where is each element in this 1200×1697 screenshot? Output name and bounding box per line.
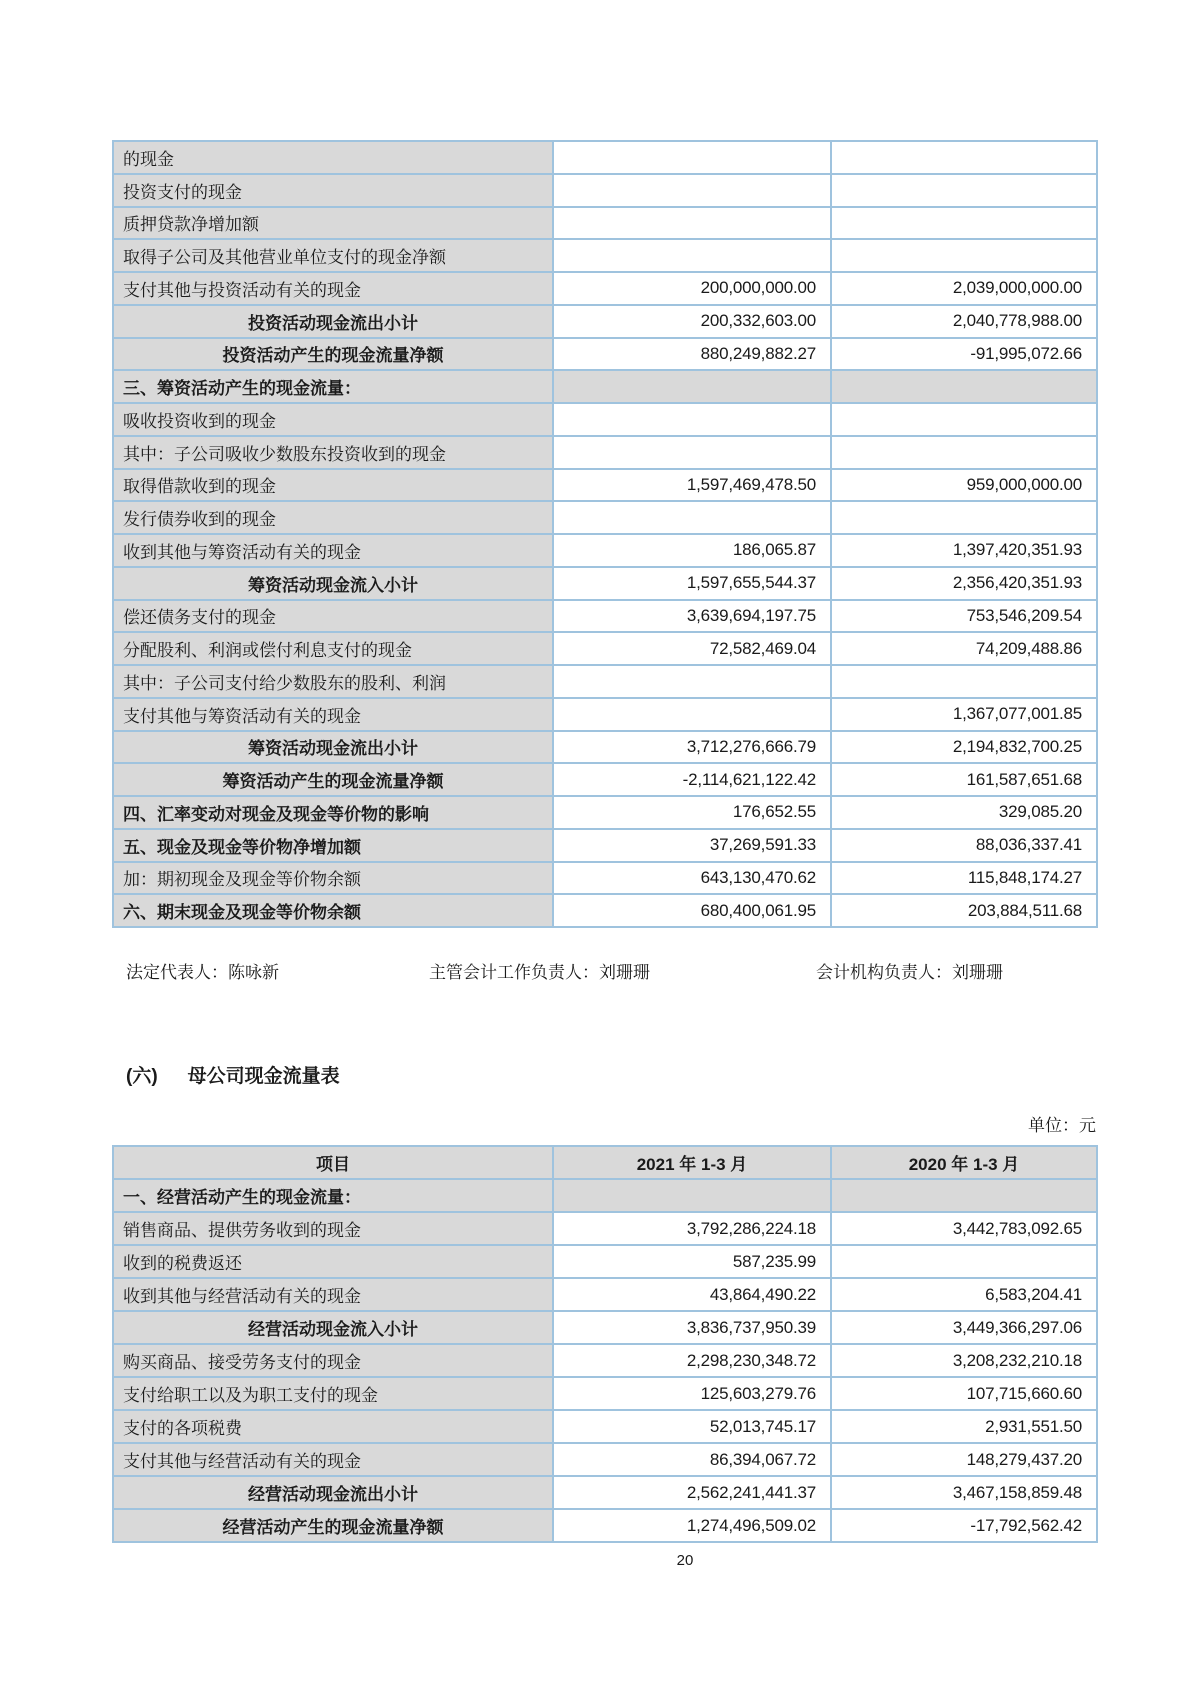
row-label: 投资支付的现金 (113, 174, 553, 207)
accounting-head-label: 会计机构负责人：刘珊珊 (816, 963, 1003, 982)
value-2020: 74,209,488.86 (831, 632, 1097, 665)
row-label: 收到其他与筹资活动有关的现金 (113, 534, 553, 567)
row-label: 经营活动现金流入小计 (113, 1311, 553, 1344)
table-row (113, 370, 1097, 403)
value-2020: 203,884,511.68 (831, 894, 1097, 927)
value-2020 (831, 1179, 1097, 1212)
table-row (113, 600, 1097, 633)
value-2021 (553, 141, 831, 174)
row-label: 支付给职工以及为职工支付的现金 (113, 1377, 553, 1410)
value-2020: 3,467,158,859.48 (831, 1476, 1097, 1509)
value-2021: 3,712,276,666.79 (553, 731, 831, 764)
section-title-text: 母公司现金流量表 (187, 1066, 340, 1087)
unit-label: 单位：元 (1028, 1116, 1096, 1135)
value-2021 (553, 403, 831, 436)
value-2020: 2,040,778,988.00 (831, 305, 1097, 338)
value-2020 (831, 403, 1097, 436)
value-2021: 186,065.87 (553, 534, 831, 567)
value-2021 (553, 501, 831, 534)
row-label: 取得子公司及其他营业单位支付的现金净额 (113, 239, 553, 272)
row-label: 筹资活动现金流入小计 (113, 567, 553, 600)
value-2020 (831, 436, 1097, 469)
table-row (113, 174, 1097, 207)
value-2021: 1,597,655,544.37 (553, 567, 831, 600)
table-row (113, 1410, 1097, 1443)
value-2021 (553, 174, 831, 207)
section-number: (六) (126, 1066, 158, 1087)
signature-row (0, 958, 1200, 986)
table-row (113, 141, 1097, 174)
row-label: 取得借款收到的现金 (113, 469, 553, 502)
value-2020: 3,442,783,092.65 (831, 1212, 1097, 1245)
table-row (113, 469, 1097, 502)
value-2021: 1,274,496,509.02 (553, 1509, 831, 1542)
table-row (113, 1509, 1097, 1542)
column-header: 项目 (113, 1146, 553, 1179)
value-2021: 1,597,469,478.50 (553, 469, 831, 502)
value-2021: 86,394,067.72 (553, 1443, 831, 1476)
row-label: 其中：子公司吸收少数股东投资收到的现金 (113, 436, 553, 469)
table-row (113, 1443, 1097, 1476)
table-row (113, 1476, 1097, 1509)
column-header: 2021 年 1-3 月 (553, 1146, 831, 1179)
table-row (113, 862, 1097, 895)
row-label: 的现金 (113, 141, 553, 174)
row-label: 加：期初现金及现金等价物余额 (113, 862, 553, 895)
row-label: 收到其他与经营活动有关的现金 (113, 1278, 553, 1311)
value-2021: 3,639,694,197.75 (553, 600, 831, 633)
table-row (113, 403, 1097, 436)
row-label: 四、汇率变动对现金及现金等价物的影响 (113, 796, 553, 829)
row-label: 其中：子公司支付给少数股东的股利、利润 (113, 665, 553, 698)
value-2021 (553, 1179, 831, 1212)
value-2021 (553, 665, 831, 698)
row-label: 支付其他与筹资活动有关的现金 (113, 698, 553, 731)
table-row (113, 731, 1097, 764)
value-2021: 680,400,061.95 (553, 894, 831, 927)
value-2021: 643,130,470.62 (553, 862, 831, 895)
value-2020 (831, 239, 1097, 272)
row-label: 购买商品、接受劳务支付的现金 (113, 1344, 553, 1377)
table-row (113, 436, 1097, 469)
value-2020: 753,546,209.54 (831, 600, 1097, 633)
value-2021: 125,603,279.76 (553, 1377, 831, 1410)
value-2020: 2,356,420,351.93 (831, 567, 1097, 600)
value-2020 (831, 141, 1097, 174)
value-2020: 2,039,000,000.00 (831, 272, 1097, 305)
value-2021: 43,864,490.22 (553, 1278, 831, 1311)
parent-company-cash-flow-table (112, 1145, 1098, 1543)
row-label: 投资活动现金流出小计 (113, 305, 553, 338)
value-2021: 200,332,603.00 (553, 305, 831, 338)
value-2020: 148,279,437.20 (831, 1443, 1097, 1476)
table-row (113, 894, 1097, 927)
page-number: 20 (676, 1552, 694, 1569)
value-2020 (831, 501, 1097, 534)
row-label: 发行债券收到的现金 (113, 501, 553, 534)
row-label: 投资活动产生的现金流量净额 (113, 338, 553, 371)
table-row (113, 1278, 1097, 1311)
value-2020: 959,000,000.00 (831, 469, 1097, 502)
value-2020 (831, 174, 1097, 207)
table-row (113, 1344, 1097, 1377)
table-row (113, 763, 1097, 796)
value-2020 (831, 1245, 1097, 1278)
value-2021 (553, 370, 831, 403)
value-2021: 2,562,241,441.37 (553, 1476, 831, 1509)
table-row (113, 338, 1097, 371)
value-2021: 3,836,737,950.39 (553, 1311, 831, 1344)
value-2020: 88,036,337.41 (831, 829, 1097, 862)
table-row (113, 567, 1097, 600)
row-label: 一、经营活动产生的现金流量： (113, 1179, 553, 1212)
table-row (113, 1212, 1097, 1245)
value-2020: 161,587,651.68 (831, 763, 1097, 796)
value-2021: 52,013,745.17 (553, 1410, 831, 1443)
value-2021 (553, 698, 831, 731)
row-label: 偿还债务支付的现金 (113, 600, 553, 633)
row-label: 六、期末现金及现金等价物余额 (113, 894, 553, 927)
row-label: 经营活动现金流出小计 (113, 1476, 553, 1509)
value-2021: 3,792,286,224.18 (553, 1212, 831, 1245)
column-header: 2020 年 1-3 月 (831, 1146, 1097, 1179)
table-row (113, 796, 1097, 829)
value-2021: 37,269,591.33 (553, 829, 831, 862)
table-header-row (113, 1146, 1097, 1179)
value-2021: 880,249,882.27 (553, 338, 831, 371)
legal-representative-label: 法定代表人：陈咏新 (126, 963, 279, 982)
value-2020: 107,715,660.60 (831, 1377, 1097, 1410)
table-row (113, 1377, 1097, 1410)
row-label: 支付其他与经营活动有关的现金 (113, 1443, 553, 1476)
table-row (113, 305, 1097, 338)
row-label: 经营活动产生的现金流量净额 (113, 1509, 553, 1542)
value-2020: 2,931,551.50 (831, 1410, 1097, 1443)
row-label: 质押贷款净增加额 (113, 207, 553, 240)
row-label: 支付的各项税费 (113, 1410, 553, 1443)
value-2020: 3,449,366,297.06 (831, 1311, 1097, 1344)
row-label: 筹资活动产生的现金流量净额 (113, 763, 553, 796)
value-2020 (831, 207, 1097, 240)
table-row (113, 1179, 1097, 1212)
value-2021: 200,000,000.00 (553, 272, 831, 305)
table-row (113, 1311, 1097, 1344)
value-2021: 2,298,230,348.72 (553, 1344, 831, 1377)
value-2020: -17,792,562.42 (831, 1509, 1097, 1542)
value-2021: 72,582,469.04 (553, 632, 831, 665)
table-row (113, 1245, 1097, 1278)
table-row (113, 829, 1097, 862)
row-label: 吸收投资收到的现金 (113, 403, 553, 436)
value-2020: 329,085.20 (831, 796, 1097, 829)
row-label: 分配股利、利润或偿付利息支付的现金 (113, 632, 553, 665)
table-row (113, 239, 1097, 272)
chief-accountant-label: 主管会计工作负责人：刘珊珊 (429, 963, 650, 982)
table-row (113, 665, 1097, 698)
row-label: 五、现金及现金等价物净增加额 (113, 829, 553, 862)
section-title (126, 1061, 340, 1088)
table-row (113, 207, 1097, 240)
value-2020: -91,995,072.66 (831, 338, 1097, 371)
value-2020: 2,194,832,700.25 (831, 731, 1097, 764)
row-label: 收到的税费返还 (113, 1245, 553, 1278)
value-2021 (553, 436, 831, 469)
consolidated-cash-flow-table (112, 140, 1098, 928)
value-2020 (831, 665, 1097, 698)
value-2021: -2,114,621,122.42 (553, 763, 831, 796)
table-row (113, 632, 1097, 665)
value-2020: 1,367,077,001.85 (831, 698, 1097, 731)
value-2021: 176,652.55 (553, 796, 831, 829)
value-2021: 587,235.99 (553, 1245, 831, 1278)
value-2020: 115,848,174.27 (831, 862, 1097, 895)
value-2021 (553, 239, 831, 272)
value-2020 (831, 370, 1097, 403)
table-row (113, 534, 1097, 567)
row-label: 筹资活动现金流出小计 (113, 731, 553, 764)
value-2020: 6,583,204.41 (831, 1278, 1097, 1311)
table-row (113, 272, 1097, 305)
row-label: 销售商品、提供劳务收到的现金 (113, 1212, 553, 1245)
table-row (113, 698, 1097, 731)
row-label: 支付其他与投资活动有关的现金 (113, 272, 553, 305)
value-2020: 1,397,420,351.93 (831, 534, 1097, 567)
value-2021 (553, 207, 831, 240)
table-row (113, 501, 1097, 534)
row-label: 三、筹资活动产生的现金流量： (113, 370, 553, 403)
value-2020: 3,208,232,210.18 (831, 1344, 1097, 1377)
